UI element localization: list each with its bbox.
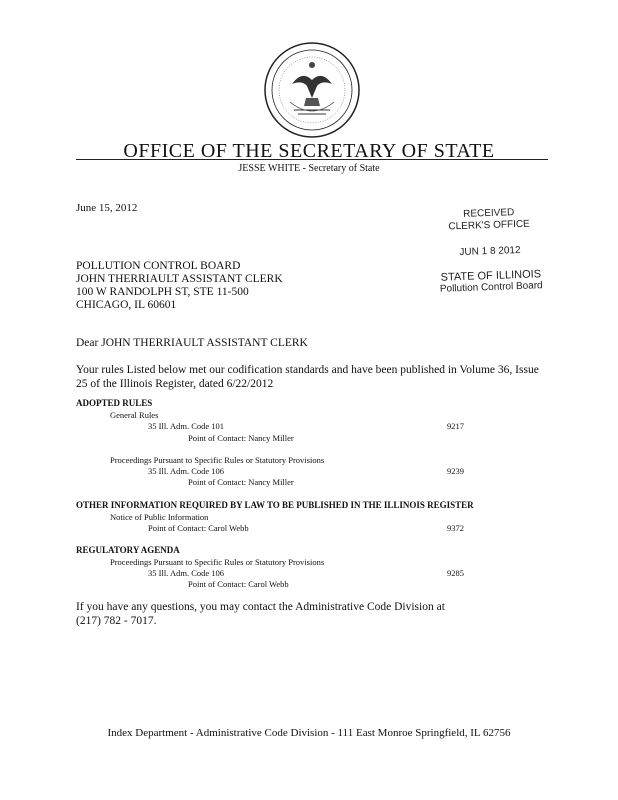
entry-contact: Point of Contact: Carol Webb xyxy=(188,579,289,589)
letter-date: June 15, 2012 xyxy=(76,202,138,214)
entry-page-number: 9239 xyxy=(447,466,464,476)
office-subtitle: JESSE WHITE - Secretary of State xyxy=(238,163,380,174)
entry-category: General Rules xyxy=(110,410,159,420)
intro-paragraph: Your rules Listed below met our codification standards and have been published in Volume 36, Issue 25 of the Illinois Register, dated 6/22/2012 xyxy=(76,364,539,390)
header-rule xyxy=(76,159,548,160)
regulatory-agenda-heading: REGULATORY AGENDA xyxy=(76,545,180,555)
entry-category: Notice of Public Information xyxy=(110,512,209,522)
closing-paragraph xyxy=(76,600,546,628)
address-line: CHICAGO, IL 60601 xyxy=(76,299,177,311)
entry-contact: Point of Contact: Nancy Miller xyxy=(188,477,294,487)
recipient-address xyxy=(76,260,283,312)
entry-page-number: 9217 xyxy=(447,421,464,431)
entry-code: 35 Ill. Adm. Code 101 xyxy=(148,421,225,431)
entry-contact: Point of Contact: Nancy Miller xyxy=(188,433,294,443)
entry-page-number: 9285 xyxy=(447,568,464,578)
entry-contact: Point of Contact: Carol Webb xyxy=(148,523,249,533)
adopted-rules-heading: ADOPTED RULES xyxy=(76,398,153,408)
entry-page-number: 9372 xyxy=(447,523,464,533)
entry-code: 35 Ill. Adm. Code 106 xyxy=(148,466,225,476)
state-seal-icon xyxy=(262,40,362,140)
stamp-state: STATE OF ILLINOIS xyxy=(440,268,542,284)
stamp-received: RECEIVED xyxy=(462,207,515,220)
stamp-board: Pollution Control Board xyxy=(439,280,543,295)
stamp-office: CLERK'S OFFICE xyxy=(448,218,530,233)
entry-category: Proceedings Pursuant to Specific Rules or Statutory Provisions xyxy=(110,455,325,465)
entry-code: 35 Ill. Adm. Code 106 xyxy=(148,568,225,578)
salutation: Dear JOHN THERRIAULT ASSISTANT CLERK xyxy=(76,337,308,349)
closing-phone: (217) 782 - 7017. xyxy=(76,615,157,627)
closing-line: If you have any questions, you may contact the Administrative Code Division at xyxy=(76,601,445,613)
footer-address: Index Department - Administrative Code Division - 111 East Monroe Springfield, IL 62756 xyxy=(107,727,511,739)
address-line: 100 W RANDOLPH ST, STE 11-500 xyxy=(76,286,249,298)
address-line: POLLUTION CONTROL BOARD xyxy=(76,260,241,272)
office-title: OFFICE OF THE SECRETARY OF STATE xyxy=(123,140,495,162)
entry-category: Proceedings Pursuant to Specific Rules or Statutory Provisions xyxy=(110,557,325,567)
address-line: JOHN THERRIAULT ASSISTANT CLERK xyxy=(76,273,283,285)
stamp-date: JUN 1 8 2012 xyxy=(459,244,521,259)
other-information-heading: OTHER INFORMATION REQUIRED BY LAW TO BE PUBLISHED IN THE ILLINOIS REGISTER xyxy=(76,500,474,510)
received-stamp xyxy=(419,206,562,297)
